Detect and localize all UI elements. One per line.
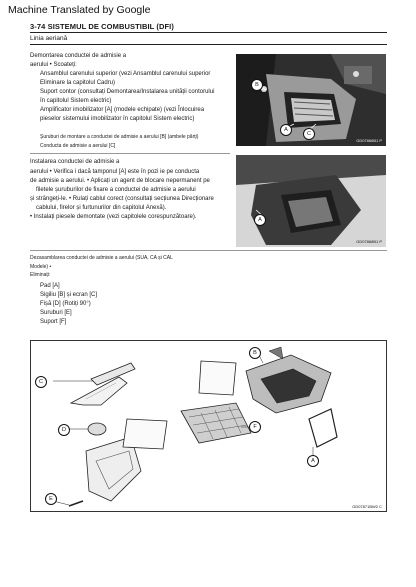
exploded-diagram-air-intake <box>30 340 387 512</box>
callout-a-photo2: A <box>254 214 266 226</box>
section2-line-1: aerului • Verifica i dacă tamponul [A] este în pozi ie pe conducta <box>30 169 200 175</box>
section1-item-1: Ansamblul carenului superior (vezi Ansamblul carenului superior <box>40 71 211 77</box>
section3-item-seal: Sigiliu [B] și ecran [C] <box>40 292 98 298</box>
section-divider-2 <box>30 250 387 251</box>
diagram-callout-b: B <box>249 347 261 359</box>
diagram-code: GD07871BW2 C <box>352 504 382 509</box>
callout-a: A <box>280 124 292 136</box>
photo1-code: GD07866B1 P <box>356 138 382 143</box>
section3-item-plug: Fișă [D] (Rotiți 90°) <box>40 301 91 307</box>
section2-line-2: de admisie a aerului. • Aplicați un agent de blocare nepermanent pe <box>30 178 210 184</box>
section3-heading-line1: Dezasamblarea conductei de admisie a aerului (SUA, CA și CAL <box>30 255 173 261</box>
section1-item-6: pieselor sistemului imobilizator în capitolul Sistem electric) <box>40 116 195 122</box>
diagram-callout-e: E <box>45 493 57 505</box>
section3-item-bolts: Suruburi [E] <box>40 310 72 316</box>
diagram-callout-a: A <box>307 455 319 467</box>
section3-item-pad: Pad [A] <box>40 283 60 289</box>
section1-note-1: Șuruburi de montare a conductei de admisie a aerului [B] (ambele părți) <box>40 134 199 140</box>
diagram-callout-d: D <box>58 424 70 436</box>
machine-translated-banner: Machine Translated by Google <box>8 4 151 16</box>
section1-item-4: în capitolul Sistem electric) <box>40 98 112 104</box>
section-divider <box>30 153 230 154</box>
section1-item-3: Suport contor (consultați Demontarea/Instalarea unității contorului <box>40 89 215 95</box>
diagram-callout-c: C <box>35 376 47 388</box>
section2-line-6: • Instalați piesele demontate (vezi capitolele corespunzătoare). <box>30 214 197 220</box>
section2-line-4: și strângeți-le. • Rulați cablul corect (consultați secțiunea Direcționare <box>30 196 214 202</box>
section3-heading-line2: Modele) • <box>30 264 52 270</box>
section-subtitle: Linia aeriană <box>30 35 68 42</box>
subtitle-rule <box>30 44 387 45</box>
section3-heading-line3: Eliminați: <box>30 272 51 278</box>
section2-heading: Instalarea conductei de admisie a <box>30 159 120 165</box>
section1-heading-line2: aerului • Scoateți: <box>30 62 77 68</box>
diagram-callout-f: F <box>249 421 261 433</box>
section3-item-bracket: Suport [F] <box>40 319 67 325</box>
section1-item-5: Amplificator imobilizator [A] (modele echipate) (vezi Înlocuirea <box>40 107 205 113</box>
photo-air-intake-duct-removal <box>236 54 386 146</box>
page-title: 3-74 SISTEMUL DE COMBUSTIBIL (DFI) <box>30 22 174 31</box>
section1-heading-line1: Demontarea conductei de admisie a <box>30 53 127 59</box>
header-rule <box>30 32 387 33</box>
section1-note-2: Conducta de admisie a aerului [C] <box>40 143 116 149</box>
photo2-code: GD07868B1 P <box>356 239 382 244</box>
section2-line-5: cablului, firelor și furtunurilor din capitolul Anexă). <box>36 205 167 211</box>
section2-line-3: filetele șuruburilor de fixare a conductei de admisie a aerului <box>36 187 196 193</box>
section1-item-2: Eliminare la capitolul Cadru) <box>40 80 116 86</box>
callout-c: C <box>303 128 315 140</box>
photo-air-intake-pad <box>236 155 386 247</box>
callout-b: B <box>251 79 263 91</box>
